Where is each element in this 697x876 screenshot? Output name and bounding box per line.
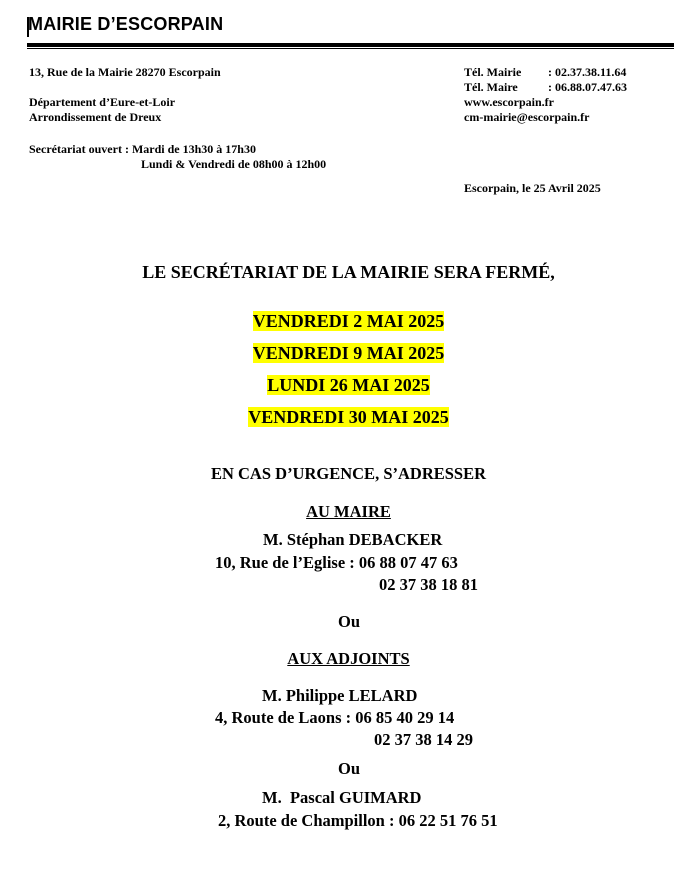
opening-hours-line1: Secrétariat ouvert : Mardi de 13h30 à 17h30 — [29, 142, 256, 156]
maire-address-phone: 10, Rue de l’Eglise : 06 88 07 47 63 — [215, 553, 458, 572]
ou-separator-1: Ou — [338, 612, 361, 631]
header-rule-thick — [27, 43, 674, 47]
tel-maire-value: : 06.88.07.47.63 — [548, 80, 627, 94]
adjoint1-address-phone: 4, Route de Laons : 06 85 40 29 14 — [215, 708, 455, 727]
maire-phone-2: 02 37 38 18 81 — [379, 575, 478, 594]
header-rule-thin — [27, 48, 674, 49]
ou-separator-2: Ou — [338, 759, 361, 778]
closure-date: VENDREDI 30 MAI 2025 — [248, 407, 449, 427]
tel-mairie-value: : 02.37.38.11.64 — [548, 65, 627, 79]
opening-hours-line2: Lundi & Vendredi de 08h00 à 12h00 — [141, 157, 327, 171]
arrondissement: Arrondissement de Dreux — [29, 110, 162, 124]
closure-date-4-row — [0, 407, 697, 428]
adjoint1-phone-2: 02 37 38 14 29 — [374, 730, 473, 749]
departement: Département d’Eure-et-Loir — [29, 95, 176, 109]
date-line: Escorpain, le 25 Avril 2025 — [464, 181, 601, 195]
closure-date-1-row — [0, 311, 697, 332]
maire-heading: AU MAIRE — [306, 502, 391, 521]
page-title: MAIRIE D’ESCORPAIN — [28, 14, 224, 34]
mairie-address: 13, Rue de la Mairie 28270 Escorpain — [29, 65, 221, 79]
closure-date: VENDREDI 9 MAI 2025 — [252, 343, 445, 363]
website-link[interactable]: www.escorpain.fr — [464, 95, 554, 109]
adjoint2-address-phone: 2, Route de Champillon : 06 22 51 76 51 — [218, 811, 498, 830]
closure-heading: LE SECRÉTARIAT DE LA MAIRIE SERA FERMÉ, — [142, 262, 555, 282]
tel-mairie-label: Tél. Mairie — [464, 65, 522, 79]
closure-date: LUNDI 26 MAI 2025 — [267, 375, 430, 395]
closure-date-2-row — [0, 343, 697, 364]
email-link[interactable]: cm-mairie@escorpain.fr — [464, 110, 590, 124]
closure-date-3-row — [0, 375, 697, 396]
emergency-heading: EN CAS D’URGENCE, S’ADRESSER — [210, 464, 487, 483]
closure-date: VENDREDI 2 MAI 2025 — [252, 311, 445, 331]
adjoints-heading: AUX ADJOINTS — [287, 649, 410, 668]
maire-name: M. Stéphan DEBACKER — [263, 530, 443, 549]
adjoint2-name: M. Pascal GUIMARD — [262, 788, 422, 807]
tel-maire-label: Tél. Maire — [464, 80, 518, 94]
adjoint1-name: M. Philippe LELARD — [262, 686, 418, 705]
